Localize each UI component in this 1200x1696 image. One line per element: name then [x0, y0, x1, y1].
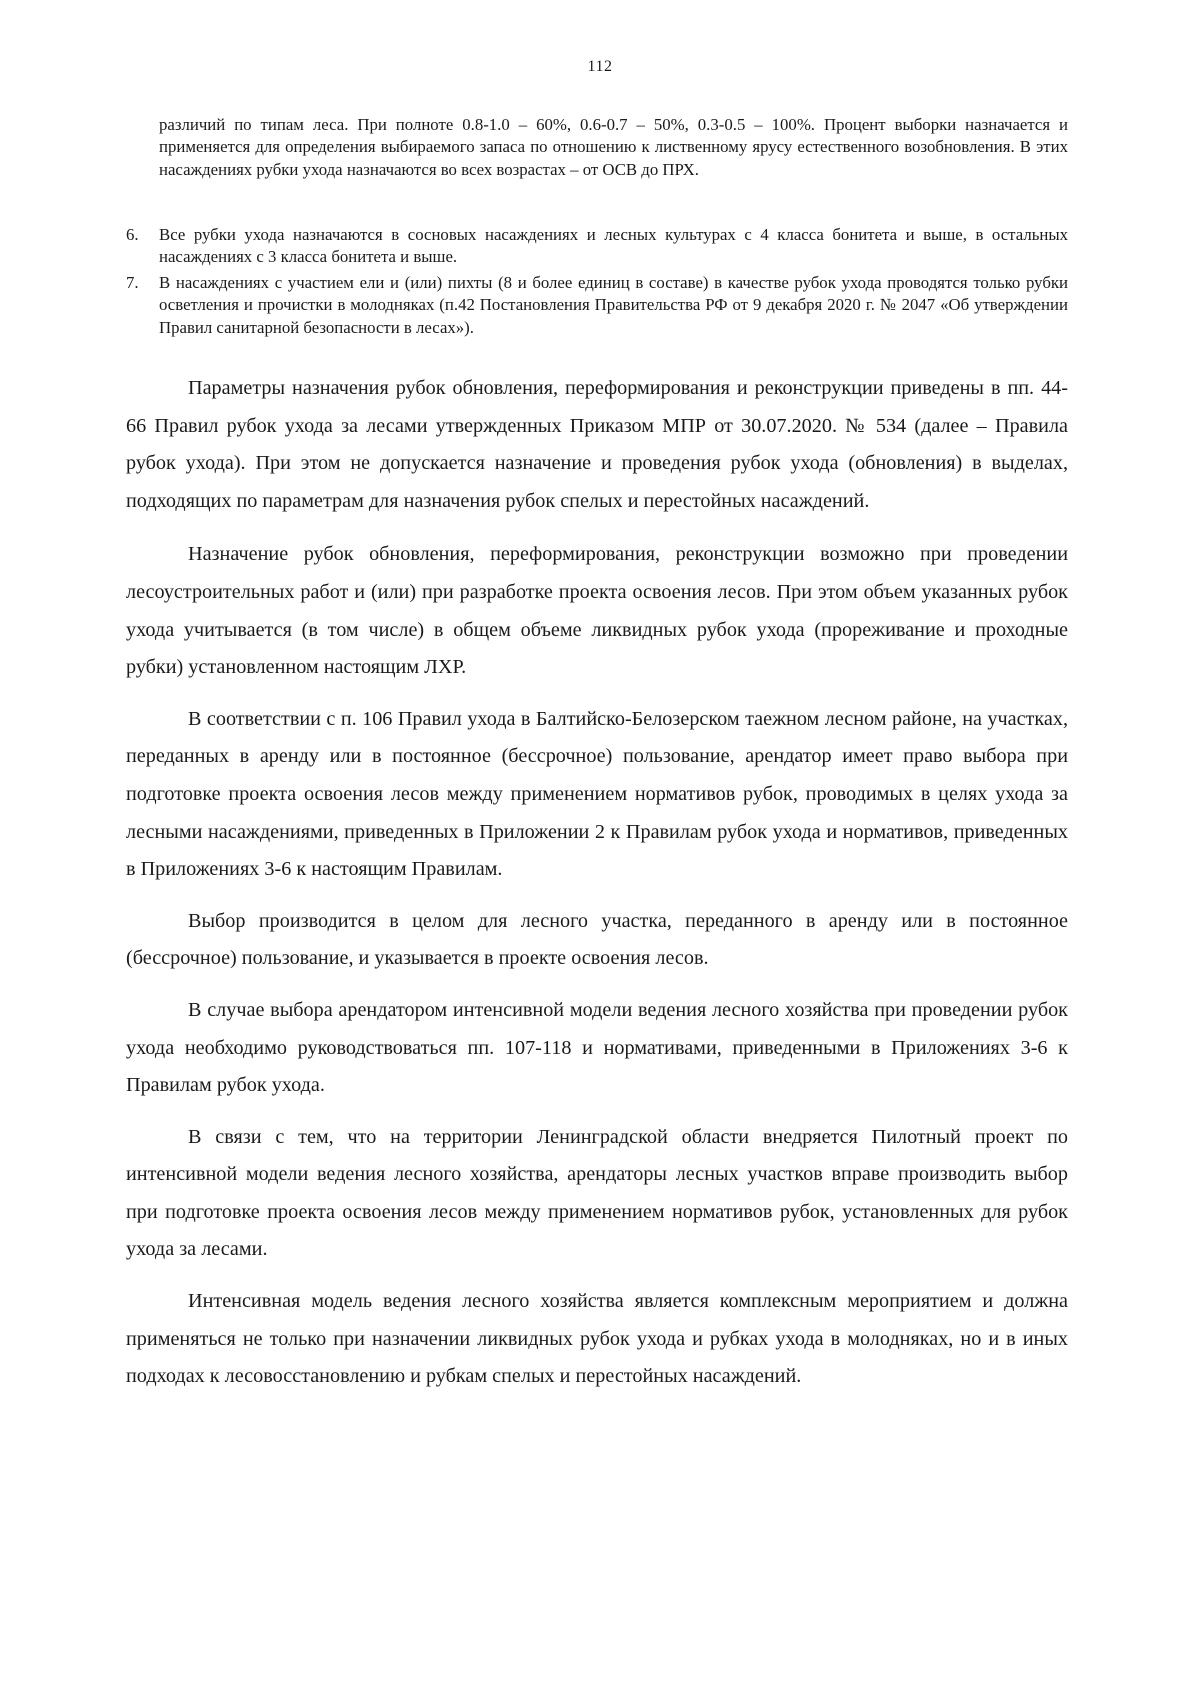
list-item-number: 6.: [126, 225, 139, 244]
paragraph: Параметры назначения рубок обновления, переформирования и реконструкции приведены в пп. 44-66 Правил рубок ухода за лесами утвержденных Приказом МПР от 30.07.2020. № 534 (далее – Правила рубок ухода). При этом не допускается назначение и проведения рубок ухода (обновления) в выделах, подходящих по параметрам для назначения рубок спелых и перестойных насаждений.: [126, 377, 1068, 512]
paragraph: Выбор производится в целом для лесного участка, переданного в аренду или в постоянное (бессрочное) пользование, и указывается в проекте освоения лесов.: [126, 909, 1068, 970]
paragraph: Интенсивная модель ведения лесного хозяйства является комплексным мероприятием и должна применяться не только при назначении ликвидных рубок ухода и рубках ухода в молодняках, но и в иных подходах к лесовосстановлению и рубкам спелых и перестойных насаждений.: [126, 1290, 1068, 1388]
numbered-list: [126, 224, 1068, 269]
paragraph: Назначение рубок обновления, переформирования, реконструкции возможно при проведении лесоустроительных работ и (или) при разработке проекта освоения лесов. При этом объем указанных рубок ухода учитывается (в том числе) в общем объеме ликвидных рубок ухода (прореживание и проходные рубки) установленном настоящим ЛХР.: [126, 543, 1068, 679]
list-item: [126, 272, 1068, 339]
list-item-continuation: различий по типам леса. При полноте 0.8-1.0 – 60%, 0.6-0.7 – 50%, 0.3-0.5 – 100%. Процент выборки назначается и применяется для определения выбираемого запаса по отношению к лиственному ярусу естественного возобновления. В этих насаждениях рубки ухода назначаются во всех возрастах – от ОСВ до ПРХ.: [159, 115, 1068, 179]
body-text: [126, 370, 1068, 1410]
paragraph: В соответствии с п. 106 Правил ухода в Балтийско-Белозерском таежном лесном районе, на участках, переданных в аренду или в постоянное (бессрочное) пользование, арендатор имеет право выбора при подготовке проекта освоения лесов между применением нормативов рубок, проводимых в целях ухода за лесными насаждениями, приведенных в Приложении 2 к Правилам рубок ухода и нормативов, приведенных в Приложениях 3-6 к настоящим Правилам.: [126, 707, 1068, 881]
paragraph: В связи с тем, что на территории Ленинградской области внедряется Пилотный проект по интенсивной модели ведения лесного хозяйства, арендаторы лесных участков вправе производить выбор при подготовке проекта освоения лесов между применением нормативов рубок, установленных для рубок ухода за лесами.: [126, 1125, 1068, 1261]
list-item-text: Все рубки ухода назначаются в сосновых насаждениях и лесных культурах с 4 класса бонитета и выше, в остальных насаждениях с 3 класса бонитета и выше.: [159, 225, 1068, 267]
page-number: 112: [587, 58, 613, 75]
list-item: [126, 224, 1068, 269]
paragraph: В случае выбора арендатором интенсивной модели ведения лесного хозяйства при проведении рубок ухода необходимо руководствоваться пп. 107-118 и нормативами, приведенными в Приложениях 3-6 к Правилам рубок ухода.: [126, 998, 1068, 1097]
list-item-text: В насаждениях с участием ели и (или) пихты (8 и более единиц в составе) в качестве рубок ухода проводятся только рубки осветления и прочистки в молодняках (п.42 Постановления Правительства РФ от 9 декабря 2020 г. № 2047 «Об утверждении Правил санитарной безопасности в лесах»).: [159, 273, 1068, 337]
list-item-number: 7.: [126, 273, 139, 292]
numbered-list: [126, 272, 1068, 339]
